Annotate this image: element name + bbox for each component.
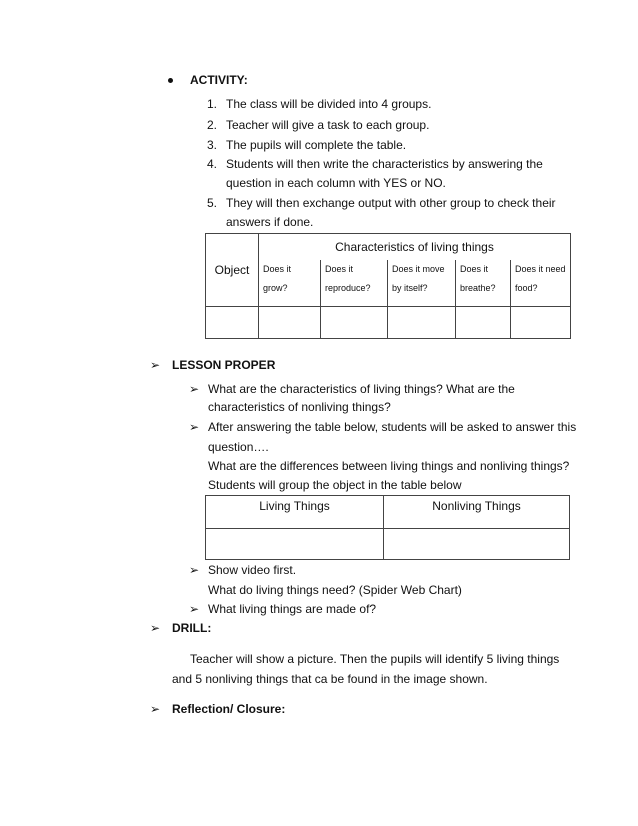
drill-heading: DRILL: bbox=[172, 621, 212, 635]
bullet-dot-icon bbox=[168, 78, 173, 83]
reflection-heading: Reflection/ Closure: bbox=[172, 702, 286, 716]
lesson-item-text: question…. bbox=[208, 440, 269, 454]
column-header: Does it grow? bbox=[259, 260, 321, 307]
arrow-bullet-icon: ➢ bbox=[189, 563, 200, 577]
living-nonliving-table bbox=[205, 495, 570, 560]
step-text: answers if done. bbox=[226, 215, 314, 229]
activity-heading: ACTIVITY: bbox=[190, 73, 248, 87]
lesson-item-text: Students will group the object in the table below bbox=[208, 478, 462, 492]
step-text: question in each column with YES or NO. bbox=[226, 176, 446, 190]
lesson-item-text: characteristics of nonliving things? bbox=[208, 400, 391, 414]
lesson-item-text: After answering the table below, students will be asked to answer this bbox=[208, 420, 577, 434]
drill-text: Teacher will show a picture. Then the pupils will identify 5 living things bbox=[190, 652, 560, 666]
step-text: Students will then write the characteristics by answering the bbox=[226, 157, 543, 171]
lesson-item-text: What living things are made of? bbox=[208, 602, 377, 616]
step-number: 4. bbox=[207, 157, 218, 171]
lesson-item-text: What are the differences between living things and nonliving things? bbox=[208, 459, 570, 473]
step-text: The class will be divided into 4 groups. bbox=[226, 97, 432, 111]
nonliving-header: Nonliving Things bbox=[432, 499, 521, 513]
arrow-bullet-icon: ➢ bbox=[189, 420, 200, 434]
answer-cell bbox=[511, 307, 571, 339]
answer-cell bbox=[206, 307, 259, 339]
step-number: 2. bbox=[207, 118, 218, 132]
step-text: They will then exchange output with other group to check their bbox=[226, 196, 556, 210]
arrow-bullet-icon: ➢ bbox=[150, 621, 161, 635]
step-text: The pupils will complete the table. bbox=[226, 138, 407, 152]
object-header-cell bbox=[206, 234, 259, 307]
answer-cell bbox=[259, 307, 321, 339]
arrow-bullet-icon: ➢ bbox=[189, 382, 200, 396]
lesson-item-text: What are the characteristics of living things? What are the bbox=[208, 382, 515, 396]
lesson-heading: LESSON PROPER bbox=[172, 358, 276, 372]
step-text: Teacher will give a task to each group. bbox=[226, 118, 430, 132]
arrow-bullet-icon: ➢ bbox=[189, 602, 200, 616]
nonliving-header-cell bbox=[384, 496, 570, 529]
column-header: Does it reproduce? bbox=[321, 260, 388, 307]
arrow-bullet-icon: ➢ bbox=[150, 702, 161, 716]
answer-cell bbox=[456, 307, 511, 339]
drill-text: and 5 nonliving things that ca be found in the image shown. bbox=[172, 672, 488, 686]
arrow-bullet-icon: ➢ bbox=[150, 358, 161, 372]
table-row bbox=[206, 307, 571, 339]
column-header: Does it move by itself? bbox=[388, 260, 456, 307]
column-header: Does it breathe? bbox=[456, 260, 511, 307]
step-number: 1. bbox=[207, 97, 218, 111]
group-header-cell bbox=[259, 234, 571, 260]
answer-cell bbox=[321, 307, 388, 339]
column-header: Does it need food? bbox=[511, 260, 571, 307]
step-number: 5. bbox=[207, 196, 218, 210]
lesson-item-text: Show video first. bbox=[208, 563, 297, 577]
nonliving-cell bbox=[384, 529, 570, 560]
step-number: 3. bbox=[207, 138, 218, 152]
table-row bbox=[206, 529, 570, 560]
object-header: Object bbox=[214, 263, 250, 277]
living-cell bbox=[206, 529, 384, 560]
answer-cell bbox=[388, 307, 456, 339]
characteristics-table bbox=[205, 233, 571, 339]
lesson-item-text: What do living things need? (Spider Web Chart) bbox=[208, 583, 462, 597]
group-header: Characteristics of living things bbox=[335, 239, 494, 254]
living-header-cell bbox=[206, 496, 384, 529]
living-header: Living Things bbox=[259, 499, 330, 513]
